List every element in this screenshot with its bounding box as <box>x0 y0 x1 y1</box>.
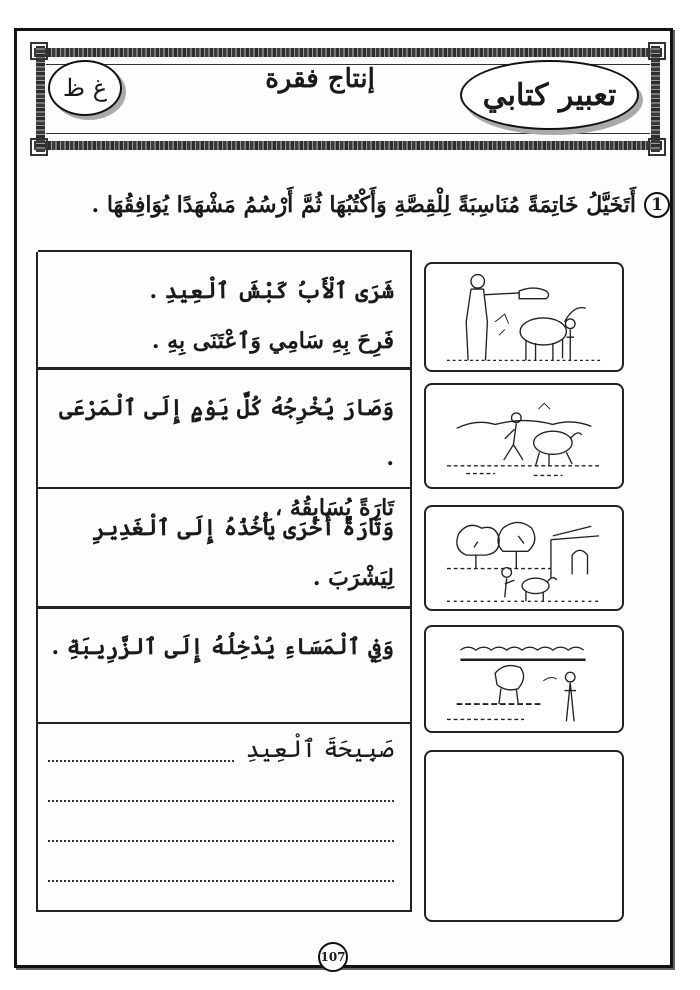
story-column <box>36 252 412 912</box>
banner-corner-ornament <box>648 138 666 156</box>
banner-corner-ornament <box>30 138 48 156</box>
story-line: وَصَارَ يُخْرِجُهُ كُلَّ يَوْمٍ إِلَى ٱلْمَرْعَى . <box>59 395 394 471</box>
boy-racing-sheep-illustration <box>424 383 624 489</box>
banner-border-top <box>34 48 662 57</box>
ending-lead-text: صَبِيحَةَ ٱلْعِيدِ <box>245 734 394 763</box>
story-line: وَتَارَةً أُخْرَى يَأْخُذُهُ إِلَى ٱلْغَدِيرِ <box>92 514 394 541</box>
sheep-entering-pen-illustration <box>424 625 624 733</box>
dotted-writing-line[interactable] <box>48 840 394 842</box>
banner-border-right <box>651 46 660 152</box>
subject-badge: تعبير كتابي <box>460 60 639 130</box>
story-cell <box>38 250 412 370</box>
ending-first-line[interactable] <box>48 734 394 774</box>
ending-writing-cell[interactable] <box>38 722 412 912</box>
instruction-number: 1 <box>644 192 670 218</box>
banner-border-left <box>36 46 45 152</box>
page-title: إنتاج فقرة <box>265 64 375 94</box>
story-line: وَفِي ٱلْمَسَاءِ يُدْخِلُهُ إِلَى ٱلزَّرِيبَةِ . <box>51 634 394 660</box>
boy-leading-sheep-to-pond-illustration <box>424 505 624 611</box>
banner-border-bottom <box>34 141 662 150</box>
story-cell <box>38 367 412 521</box>
story-cell <box>38 487 412 609</box>
story-cell <box>38 606 412 724</box>
story-line: تَارَةً يُسَابِقُهُ ، <box>275 495 394 521</box>
story-line: لِيَشْرَبَ . <box>312 564 394 591</box>
banner-corner-ornament <box>648 42 666 60</box>
instruction <box>30 192 670 218</box>
dotted-writing-line[interactable] <box>48 760 234 762</box>
father-buying-sheep-illustration <box>424 262 624 372</box>
dotted-writing-line[interactable] <box>48 800 394 802</box>
story-line: فَرِحَ بِهِ سَامِي وَٱعْتَنَى بِهِ . <box>151 327 394 354</box>
story-line: شَرَى ٱلْأَبُ كَبْشَ ٱلْعِيدِ . <box>149 277 394 304</box>
instruction-text: أَتَخَيَّلُ خَاتِمَةً مُنَاسِبَةً لِلْقِصَّةِ وَأَكْتُبُهَا ثُمَّ أَرْسُمُ مَشْهَدًا يُوَافِقُهَا . <box>91 192 636 218</box>
letters-badge: غ ظ <box>48 60 122 116</box>
banner-corner-ornament <box>30 42 48 60</box>
page-number: 107 <box>318 942 348 972</box>
empty-drawing-box[interactable] <box>424 750 624 922</box>
dotted-writing-line[interactable] <box>48 880 394 882</box>
banner-inner-line <box>46 133 650 134</box>
